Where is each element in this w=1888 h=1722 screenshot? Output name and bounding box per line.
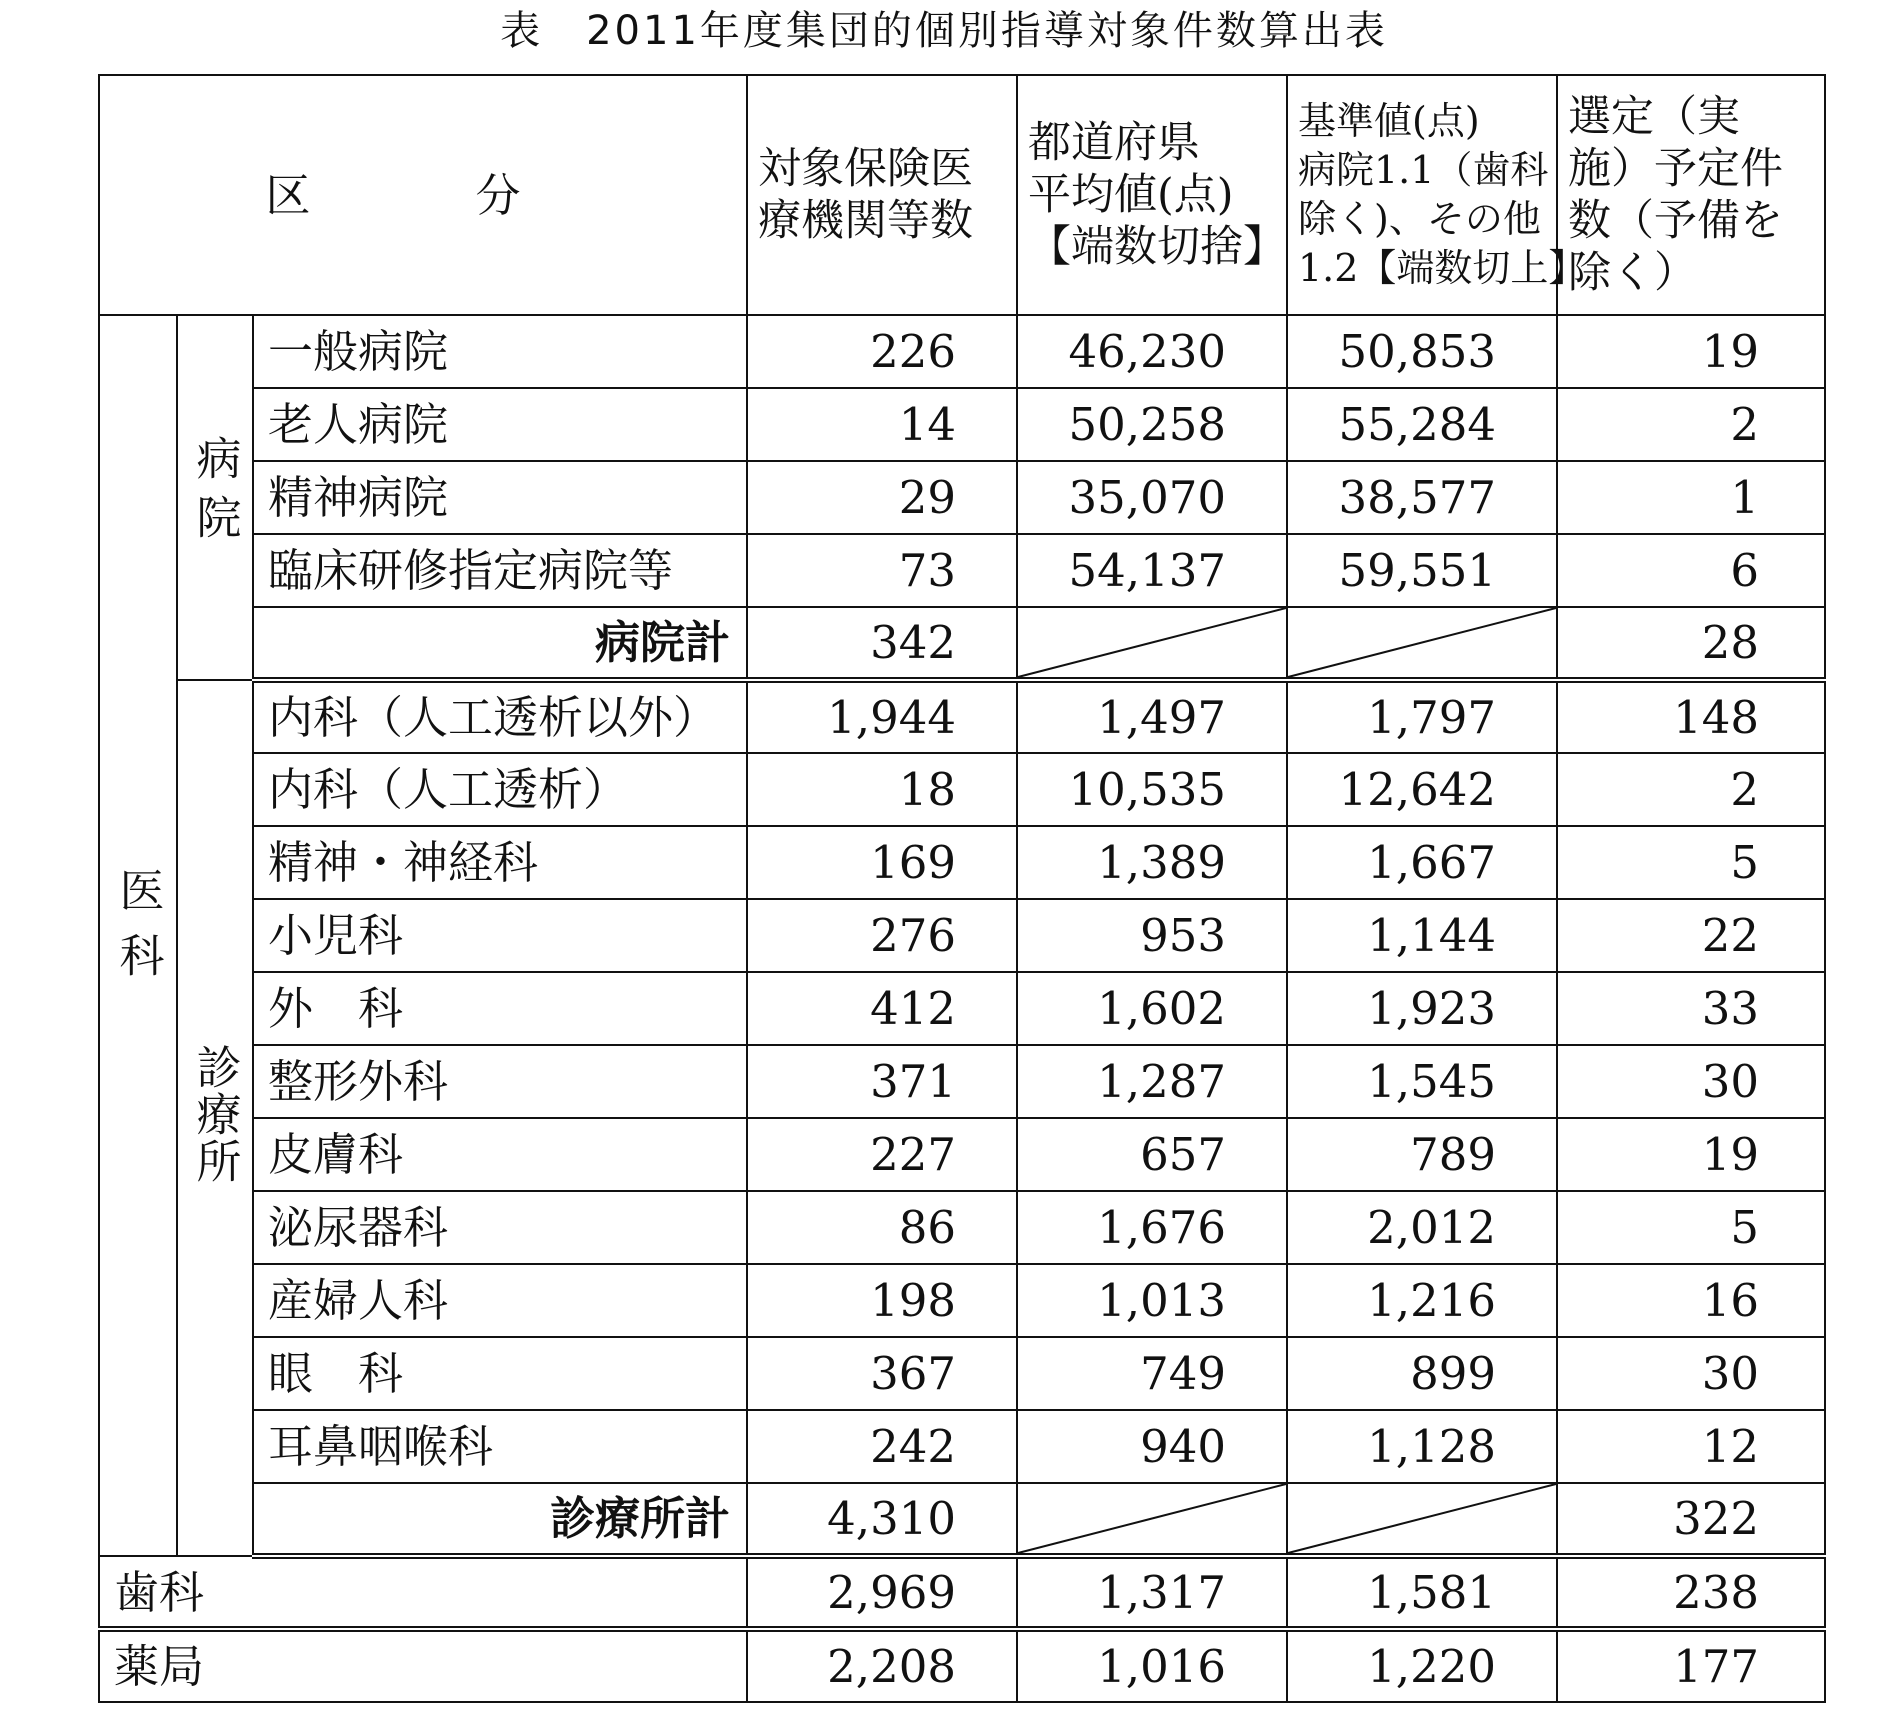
cell-planned: 19 <box>1557 315 1825 388</box>
row-label: 臨床研修指定病院等 <box>253 534 747 607</box>
diagonal-line <box>1288 608 1556 677</box>
row-label: 眼 科 <box>253 1337 747 1410</box>
cell-average: 953 <box>1017 899 1287 972</box>
cell-planned: 28 <box>1557 607 1825 680</box>
hospital-total-row <box>99 607 1825 680</box>
header-planned-count <box>1557 75 1825 315</box>
cell-planned: 19 <box>1557 1118 1825 1191</box>
cell-average: 54,137 <box>1017 534 1287 607</box>
page-title: 表 2011年度集団的個別指導対象件数算出表 <box>500 8 1388 54</box>
table-row <box>99 1337 1825 1410</box>
cell-planned: 30 <box>1557 1045 1825 1118</box>
cell-average: 1,016 <box>1017 1629 1287 1702</box>
cell-standard: 789 <box>1287 1118 1557 1191</box>
table-row <box>99 1410 1825 1483</box>
table-container <box>98 74 1824 1702</box>
cell-planned: 16 <box>1557 1264 1825 1337</box>
cell-average: 1,497 <box>1017 680 1287 753</box>
table-row <box>99 315 1825 388</box>
empty-diagonal-cell <box>1287 1483 1557 1556</box>
cell-standard: 38,577 <box>1287 461 1557 534</box>
cell-standard: 1,220 <box>1287 1629 1557 1702</box>
diagonal-line <box>1018 608 1286 677</box>
cell-count: 73 <box>747 534 1017 607</box>
table-row <box>99 972 1825 1045</box>
header-line: 療機関等数 <box>758 196 973 246</box>
row-label: 内科（人工透析） <box>253 753 747 826</box>
table-row <box>99 1118 1825 1191</box>
group-label-byoin <box>177 315 253 680</box>
cell-standard: 1,216 <box>1287 1264 1557 1337</box>
diagonal-line <box>1288 1484 1556 1553</box>
cell-average: 1,676 <box>1017 1191 1287 1264</box>
cell-count: 2,208 <box>747 1629 1017 1702</box>
empty-diagonal-cell <box>1287 607 1557 680</box>
cell-average: 46,230 <box>1017 315 1287 388</box>
cell-average: 1,389 <box>1017 826 1287 899</box>
cell-count: 169 <box>747 826 1017 899</box>
header-kubun: 区 分 <box>99 75 747 315</box>
row-label: 精神・神経科 <box>253 826 747 899</box>
cell-average: 1,317 <box>1017 1556 1287 1629</box>
cell-planned: 2 <box>1557 388 1825 461</box>
cell-planned: 238 <box>1557 1556 1825 1629</box>
header-line: 選定（実 <box>1568 92 1740 142</box>
cell-standard: 55,284 <box>1287 388 1557 461</box>
header-line: 都道府県 <box>1028 118 1200 168</box>
header-line: 対象保険医 <box>758 144 973 194</box>
header-line: 数（予備を <box>1568 196 1783 246</box>
cell-count: 226 <box>747 315 1017 388</box>
group-text: 病院 <box>188 435 242 553</box>
cell-planned: 1 <box>1557 461 1825 534</box>
row-label: 老人病院 <box>253 388 747 461</box>
cell-standard: 1,797 <box>1287 680 1557 753</box>
cell-count: 367 <box>747 1337 1017 1410</box>
cell-standard: 1,581 <box>1287 1556 1557 1629</box>
header-line: 除く） <box>1568 248 1697 298</box>
empty-diagonal-cell <box>1017 607 1287 680</box>
cell-standard: 1,128 <box>1287 1410 1557 1483</box>
diagonal-line <box>1018 1484 1286 1553</box>
cell-count: 4,310 <box>747 1483 1017 1556</box>
cell-average: 749 <box>1017 1337 1287 1410</box>
header-line: 除く)、その他 <box>1298 197 1541 241</box>
table-row <box>99 1045 1825 1118</box>
cell-average: 1,602 <box>1017 972 1287 1045</box>
cell-average: 10,535 <box>1017 753 1287 826</box>
cell-count: 227 <box>747 1118 1017 1191</box>
row-label: 一般病院 <box>253 315 747 388</box>
row-label: 整形外科 <box>253 1045 747 1118</box>
cell-count: 2,969 <box>747 1556 1017 1629</box>
cell-average: 50,258 <box>1017 388 1287 461</box>
cell-count: 242 <box>747 1410 1017 1483</box>
cell-average: 657 <box>1017 1118 1287 1191</box>
cell-count: 14 <box>747 388 1017 461</box>
header-line: 施）予定件 <box>1568 144 1783 194</box>
cell-standard: 1,667 <box>1287 826 1557 899</box>
group-text: 診療所 <box>188 1044 242 1185</box>
clinic-total-label: 診療所計 <box>253 1483 747 1556</box>
cell-planned: 33 <box>1557 972 1825 1045</box>
cell-planned: 322 <box>1557 1483 1825 1556</box>
cell-average: 940 <box>1017 1410 1287 1483</box>
group-text: 医科 <box>111 867 165 997</box>
clinic-total-row <box>99 1483 1825 1556</box>
cell-planned: 2 <box>1557 753 1825 826</box>
header-line: 1.2【端数切上】 <box>1298 246 1587 290</box>
cell-standard: 1,144 <box>1287 899 1557 972</box>
row-label: 産婦人科 <box>253 1264 747 1337</box>
group-label-ika <box>99 315 177 1556</box>
pharmacy-row <box>99 1629 1825 1702</box>
row-label: 歯科 <box>99 1556 747 1629</box>
table-row <box>99 1264 1825 1337</box>
row-label: 内科（人工透析以外） <box>253 680 747 753</box>
cell-planned: 148 <box>1557 680 1825 753</box>
cell-count: 86 <box>747 1191 1017 1264</box>
header-institution-count <box>747 75 1017 315</box>
dental-row <box>99 1556 1825 1629</box>
target-count-table <box>98 74 1826 1703</box>
header-line: 平均値(点) <box>1028 170 1234 220</box>
cell-planned: 5 <box>1557 826 1825 899</box>
group-label-shinryojo <box>177 680 253 1556</box>
cell-count: 1,944 <box>747 680 1017 753</box>
table-row <box>99 1191 1825 1264</box>
cell-count: 198 <box>747 1264 1017 1337</box>
cell-standard: 1,545 <box>1287 1045 1557 1118</box>
table-row <box>99 680 1825 753</box>
cell-count: 18 <box>747 753 1017 826</box>
row-label: 小児科 <box>253 899 747 972</box>
table-row <box>99 534 1825 607</box>
header-line: 病院1.1（歯科 <box>1298 148 1549 192</box>
cell-average: 35,070 <box>1017 461 1287 534</box>
cell-standard: 50,853 <box>1287 315 1557 388</box>
row-label: 薬局 <box>99 1629 747 1702</box>
cell-planned: 177 <box>1557 1629 1825 1702</box>
table-row <box>99 461 1825 534</box>
cell-planned: 5 <box>1557 1191 1825 1264</box>
cell-standard: 59,551 <box>1287 534 1557 607</box>
cell-average: 1,287 <box>1017 1045 1287 1118</box>
cell-count: 29 <box>747 461 1017 534</box>
header-prefecture-average <box>1017 75 1287 315</box>
cell-planned: 12 <box>1557 1410 1825 1483</box>
row-label: 耳鼻咽喉科 <box>253 1410 747 1483</box>
row-label: 泌尿器科 <box>253 1191 747 1264</box>
table-row <box>99 826 1825 899</box>
cell-count: 371 <box>747 1045 1017 1118</box>
row-label: 精神病院 <box>253 461 747 534</box>
header-standard-value <box>1287 75 1587 315</box>
cell-count: 412 <box>747 972 1017 1045</box>
cell-planned: 6 <box>1557 534 1825 607</box>
cell-average: 1,013 <box>1017 1264 1287 1337</box>
cell-standard: 2,012 <box>1287 1191 1557 1264</box>
cell-standard: 899 <box>1287 1337 1557 1410</box>
header-line: 【端数切捨】 <box>1028 222 1286 272</box>
empty-diagonal-cell <box>1017 1483 1287 1556</box>
hospital-total-label: 病院計 <box>253 607 747 680</box>
cell-count: 342 <box>747 607 1017 680</box>
cell-standard: 12,642 <box>1287 753 1557 826</box>
table-row <box>99 388 1825 461</box>
table-row <box>99 753 1825 826</box>
header-row <box>99 75 1825 315</box>
cell-count: 276 <box>747 899 1017 972</box>
table-row <box>99 899 1825 972</box>
header-line: 基準値(点) <box>1298 99 1480 143</box>
row-label: 外 科 <box>253 972 747 1045</box>
cell-standard: 1,923 <box>1287 972 1557 1045</box>
row-label: 皮膚科 <box>253 1118 747 1191</box>
cell-planned: 22 <box>1557 899 1825 972</box>
cell-planned: 30 <box>1557 1337 1825 1410</box>
